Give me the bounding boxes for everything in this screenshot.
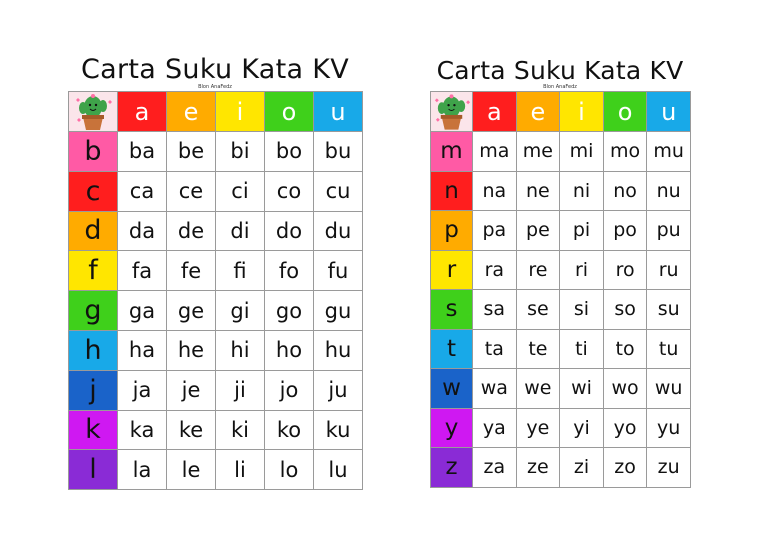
vowel-header-i: i [216, 92, 265, 132]
syllable-cell: di [216, 212, 265, 252]
vowel-header-e: e [167, 92, 216, 132]
syllable-chart-left [68, 54, 362, 490]
vowel-header-e: e [517, 92, 561, 132]
syllable-cell: bu [314, 132, 363, 172]
consonant-label: c [69, 172, 118, 212]
syllable-cell: ze [517, 448, 561, 488]
chart-title: Carta Suku Kata KV [436, 56, 684, 85]
cactus-in-pot-icon [431, 92, 472, 132]
syllable-cell: ji [216, 371, 265, 411]
syllable-cell: ki [216, 411, 265, 451]
syllable-chart-right [430, 54, 690, 488]
syllable-cell: ta [473, 330, 517, 370]
syllable-cell: ya [473, 409, 517, 449]
syllable-cell: zo [604, 448, 648, 488]
syllable-cell: ku [314, 411, 363, 451]
syllable-cell: gi [216, 291, 265, 331]
syllable-cell: ce [167, 172, 216, 212]
syllable-cell: ge [167, 291, 216, 331]
vowel-header-o: o [265, 92, 314, 132]
syllable-cell: he [167, 331, 216, 371]
consonant-label: g [69, 291, 118, 331]
consonant-label: k [69, 411, 118, 451]
syllable-cell: ke [167, 411, 216, 451]
chart-author: Blon AnaFedz [198, 84, 232, 90]
syllable-cell: ci [216, 172, 265, 212]
syllable-cell: je [167, 371, 216, 411]
syllable-cell: jo [265, 371, 314, 411]
syllable-cell: le [167, 450, 216, 490]
syllable-cell: de [167, 212, 216, 252]
syllable-cell: cu [314, 172, 363, 212]
consonant-label: f [69, 251, 118, 291]
consonant-label: m [431, 132, 473, 172]
syllable-cell: ju [314, 371, 363, 411]
syllable-cell: wi [560, 369, 604, 409]
consonant-label: l [69, 450, 118, 490]
syllable-cell: hu [314, 331, 363, 371]
consonant-label: r [431, 251, 473, 291]
syllable-cell: go [265, 291, 314, 331]
syllable-cell: du [314, 212, 363, 252]
syllable-cell: me [517, 132, 561, 172]
syllable-cell: co [265, 172, 314, 212]
consonant-label: w [431, 369, 473, 409]
vowel-header-a: a [118, 92, 167, 132]
consonant-label: p [431, 211, 473, 251]
syllable-cell: pa [473, 211, 517, 251]
syllable-cell: ni [560, 172, 604, 212]
syllable-cell: gu [314, 291, 363, 331]
syllable-cell: ne [517, 172, 561, 212]
syllable-cell: nu [647, 172, 691, 212]
syllable-cell: po [604, 211, 648, 251]
syllable-cell: yi [560, 409, 604, 449]
syllable-cell: fu [314, 251, 363, 291]
syllable-grid [430, 91, 691, 488]
cactus-in-pot-icon [72, 92, 114, 132]
syllable-cell: lu [314, 450, 363, 490]
consonant-label: h [69, 331, 118, 371]
syllable-cell: tu [647, 330, 691, 370]
syllable-cell: ru [647, 251, 691, 291]
syllable-cell: be [167, 132, 216, 172]
syllable-cell: na [473, 172, 517, 212]
syllable-cell: ko [265, 411, 314, 451]
syllable-cell: ja [118, 371, 167, 411]
syllable-grid [68, 91, 363, 490]
syllable-cell: se [517, 290, 561, 330]
syllable-cell: ka [118, 411, 167, 451]
syllable-cell: bi [216, 132, 265, 172]
syllable-cell: ra [473, 251, 517, 291]
syllable-cell: yu [647, 409, 691, 449]
vowel-header-u: u [314, 92, 363, 132]
syllable-cell: li [216, 450, 265, 490]
syllable-cell: yo [604, 409, 648, 449]
syllable-cell: lo [265, 450, 314, 490]
syllable-cell: su [647, 290, 691, 330]
vowel-header-a: a [473, 92, 517, 132]
syllable-cell: ho [265, 331, 314, 371]
syllable-cell: fo [265, 251, 314, 291]
chart-author: Blon AnaFedz [543, 84, 577, 90]
syllable-cell: da [118, 212, 167, 252]
vowel-header-i: i [560, 92, 604, 132]
syllable-cell: wu [647, 369, 691, 409]
syllable-cell: mu [647, 132, 691, 172]
syllable-cell: si [560, 290, 604, 330]
corner-cell [431, 92, 473, 132]
vowel-header-u: u [647, 92, 691, 132]
syllable-cell: pu [647, 211, 691, 251]
syllable-cell: ca [118, 172, 167, 212]
syllable-cell: za [473, 448, 517, 488]
syllable-cell: do [265, 212, 314, 252]
syllable-cell: pi [560, 211, 604, 251]
consonant-label: j [69, 371, 118, 411]
consonant-label: y [431, 409, 473, 449]
corner-cell [69, 92, 118, 132]
consonant-label: z [431, 448, 473, 488]
syllable-cell: zu [647, 448, 691, 488]
syllable-cell: ti [560, 330, 604, 370]
syllable-cell: ri [560, 251, 604, 291]
syllable-cell: bo [265, 132, 314, 172]
chart-title: Carta Suku Kata KV [80, 54, 350, 85]
syllable-cell: hi [216, 331, 265, 371]
syllable-cell: wa [473, 369, 517, 409]
syllable-cell: fi [216, 251, 265, 291]
syllable-cell: fa [118, 251, 167, 291]
syllable-cell: to [604, 330, 648, 370]
syllable-cell: ma [473, 132, 517, 172]
consonant-label: n [431, 172, 473, 212]
syllable-cell: ha [118, 331, 167, 371]
syllable-cell: ba [118, 132, 167, 172]
syllable-cell: wo [604, 369, 648, 409]
consonant-label: d [69, 212, 118, 252]
syllable-cell: no [604, 172, 648, 212]
syllable-cell: we [517, 369, 561, 409]
vowel-header-o: o [604, 92, 648, 132]
consonant-label: t [431, 330, 473, 370]
syllable-cell: pe [517, 211, 561, 251]
syllable-cell: so [604, 290, 648, 330]
consonant-label: b [69, 132, 118, 172]
syllable-cell: mo [604, 132, 648, 172]
syllable-cell: la [118, 450, 167, 490]
syllable-cell: ro [604, 251, 648, 291]
syllable-cell: re [517, 251, 561, 291]
syllable-cell: ye [517, 409, 561, 449]
syllable-cell: zi [560, 448, 604, 488]
syllable-cell: fe [167, 251, 216, 291]
syllable-cell: ga [118, 291, 167, 331]
syllable-cell: mi [560, 132, 604, 172]
syllable-cell: sa [473, 290, 517, 330]
syllable-cell: te [517, 330, 561, 370]
consonant-label: s [431, 290, 473, 330]
